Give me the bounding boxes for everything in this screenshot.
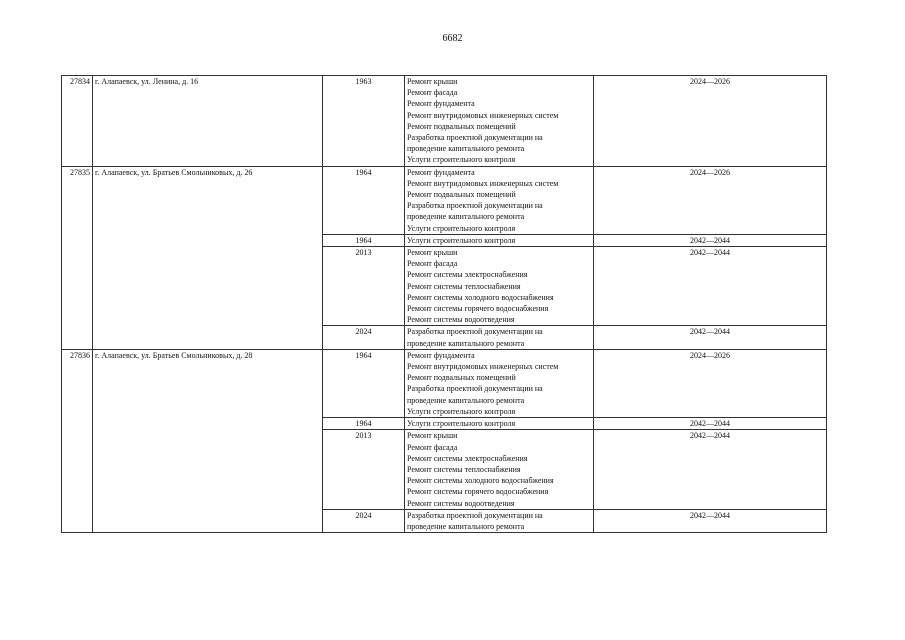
work-item: Ремонт фасада — [407, 259, 458, 269]
work-item: Разработка проектной документации на — [407, 133, 543, 143]
period-cell: 2042—2044 — [594, 430, 827, 509]
work-item: Ремонт внутридомовых инженерных систем — [407, 178, 559, 188]
building-address: г. Алапаевск, ул. Ленина, д. 16 — [93, 76, 323, 167]
table-row — [62, 349, 827, 417]
work-item: Ремонт системы электроснабжения — [407, 453, 528, 463]
work-item: Ремонт системы горячего водоснабжения — [407, 304, 549, 314]
period-cell: 2042—2044 — [594, 418, 827, 430]
work-item: Ремонт системы теплоснабжения — [407, 464, 521, 474]
works-cell — [405, 247, 594, 326]
work-item: Услуги строительного контроля — [407, 406, 516, 416]
year-cell: 1964 — [323, 234, 405, 246]
work-item: Ремонт системы электроснабжения — [407, 270, 528, 280]
work-item: Ремонт крыши — [407, 77, 458, 86]
period-cell: 2042—2044 — [594, 234, 827, 246]
building-number: 27834 — [62, 76, 93, 167]
work-item: Разработка проектной документации на — [407, 201, 543, 211]
period-cell: 2024—2026 — [594, 349, 827, 417]
year-cell: 2013 — [323, 247, 405, 326]
work-item: Ремонт системы горячего водоснабжения — [407, 487, 549, 497]
period-cell: 2024—2026 — [594, 76, 827, 167]
work-item: проведение капитального ремонта — [407, 338, 525, 348]
works-cell — [405, 430, 594, 509]
works-cell — [405, 234, 594, 246]
year-cell: 1963 — [323, 76, 405, 167]
work-item: Ремонт внутридомовых инженерных систем — [407, 362, 559, 372]
work-item: проведение капитального ремонта — [407, 521, 525, 531]
year-cell: 1964 — [323, 349, 405, 417]
work-item: Ремонт крыши — [407, 248, 458, 258]
work-item: Ремонт системы водоотведения — [407, 315, 515, 325]
work-item: Разработка проектной документации на — [407, 510, 543, 520]
work-item: Ремонт фундамента — [407, 350, 475, 360]
works-cell — [405, 349, 594, 417]
work-item: Ремонт фасада — [407, 88, 458, 98]
works-cell — [405, 509, 594, 532]
period-cell: 2024—2026 — [594, 166, 827, 234]
work-item: Ремонт фундамента — [407, 99, 475, 109]
table-row — [62, 166, 827, 234]
period-cell: 2042—2044 — [594, 326, 827, 349]
year-cell: 1964 — [323, 418, 405, 430]
works-cell — [405, 418, 594, 430]
period-cell: 2042—2044 — [594, 509, 827, 532]
work-item: Ремонт подвальных помещений — [407, 373, 516, 383]
work-item: Услуги строительного контроля — [407, 235, 516, 245]
work-item: Ремонт системы водоотведения — [407, 498, 515, 508]
repair-schedule-table — [61, 75, 827, 533]
work-item: Ремонт фундамента — [407, 167, 475, 177]
year-cell: 1964 — [323, 166, 405, 234]
year-cell: 2024 — [323, 326, 405, 349]
work-item: Ремонт фасада — [407, 442, 458, 452]
work-item: Ремонт подвальных помещений — [407, 121, 516, 131]
period-cell: 2042—2044 — [594, 247, 827, 326]
work-item: Услуги строительного контроля — [407, 223, 516, 233]
work-item: проведение капитального ремонта — [407, 212, 525, 222]
work-item: Ремонт системы холодного водоснабжения — [407, 476, 554, 486]
work-item: Услуги строительного контроля — [407, 419, 516, 429]
building-address: г. Алапаевск, ул. Братьев Смольниковых, д. 28 — [93, 349, 323, 532]
table-row — [62, 76, 827, 167]
work-item: Услуги строительного контроля — [407, 155, 516, 165]
work-item: проведение капитального ремонта — [407, 144, 525, 154]
building-number: 27836 — [62, 349, 93, 532]
work-item: Ремонт подвальных помещений — [407, 190, 516, 200]
work-item: Ремонт системы теплоснабжения — [407, 281, 521, 291]
year-cell: 2024 — [323, 509, 405, 532]
year-cell: 2013 — [323, 430, 405, 509]
work-item: Ремонт системы холодного водоснабжения — [407, 292, 554, 302]
table-body — [62, 76, 827, 533]
work-item: Разработка проектной документации на — [407, 384, 543, 394]
works-cell — [405, 326, 594, 349]
building-address: г. Алапаевск, ул. Братьев Смольниковых, д. 26 — [93, 166, 323, 349]
work-item: Ремонт крыши — [407, 431, 458, 441]
works-cell — [405, 166, 594, 234]
building-number: 27835 — [62, 166, 93, 349]
work-item: проведение капитального ремонта — [407, 395, 525, 405]
page-number: 6682 — [442, 33, 463, 44]
works-cell — [405, 76, 594, 167]
work-item: Разработка проектной документации на — [407, 327, 543, 337]
work-item: Ремонт внутридомовых инженерных систем — [407, 110, 559, 120]
